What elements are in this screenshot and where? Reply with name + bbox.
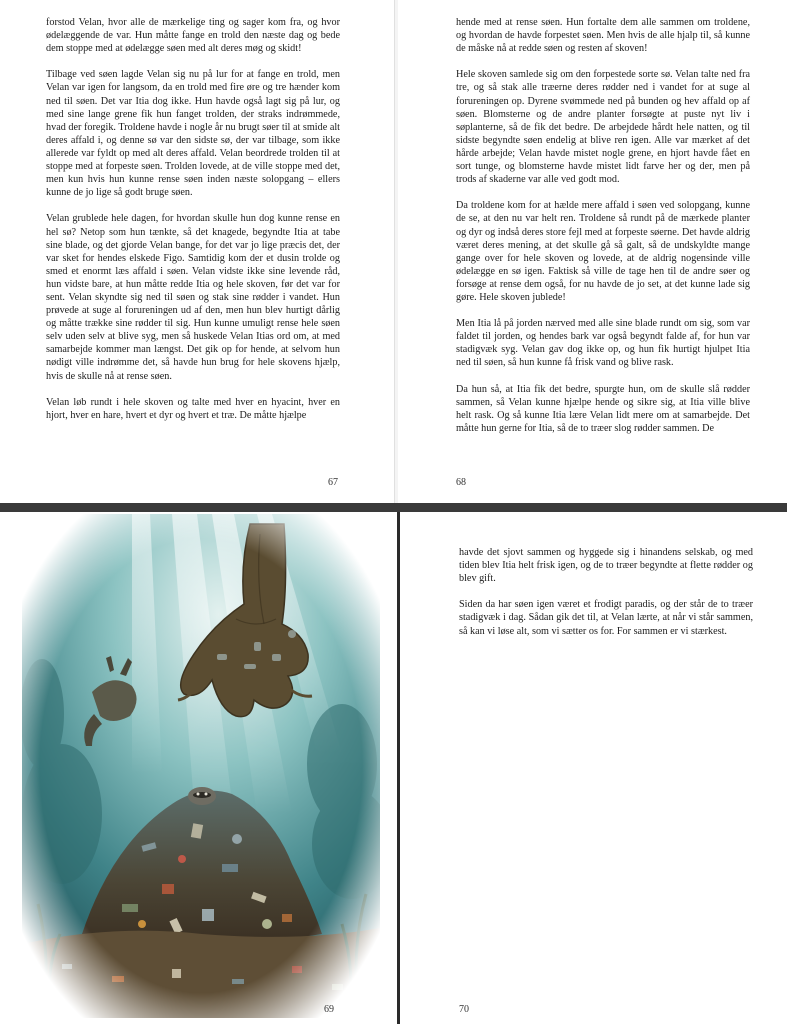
page-70 [401, 512, 787, 1024]
page-68-paragraph-3: Da troldene kom for at hælde mere affald i søen ved solopgang, kunne de se, at den nu var helt ren. Troldene så rundt på de mærkede planter og dyr og indså deres store fejl med at forpeste søerne. Det havde aldrig været deres mening, at det skulle gå så galt, så de undskyldte mange gange over for hele skoven og lovede, at de aldrig nogensinde ville ødelægge en sø igen. Faktisk så ville de tage hen til de andre søer og forsøge at rense dem også, for nu havde de jo set, at det kunne lade sig gøre. Hele skoven jublede! [456, 200, 750, 303]
page-number-68: 68 [456, 477, 466, 488]
page-68-paragraph-5: Da hun så, at Itia fik det bedre, spurgte hun, om de skulle slå rødder sammen, så Velan kunne hjælpe hende og sikre sig, at Itia ville blive helt rask. Og så kunne Itia lære Velan lidt mere om at samarbejde. Det måtte hun gerne for Itia, så de to træer slog rødder sammen. De [456, 383, 750, 434]
page-68-paragraph-1: hende med at rense søen. Hun fortalte dem alle sammen om troldene, og hvordan de havde forpestet søen. Men hvis de alle hjalp til, så kunne de måske nå at redde søen og resten af skoven! [456, 17, 750, 55]
page-70-text [459, 546, 753, 651]
page-number-67: 67 [328, 477, 338, 488]
page-67 [0, 0, 394, 503]
page-67-text [46, 16, 340, 435]
page-number-69: 69 [324, 1004, 334, 1015]
page-gutter-bottom [397, 512, 400, 1024]
spread-divider [0, 503, 787, 512]
page-69 [0, 512, 397, 1024]
page-68-text [456, 16, 750, 448]
page-67-paragraph-1: forstod Velan, hvor alle de mærkelige ting og sager kom fra, og hvor ødelæggende de var. Hun måtte fange en trold den næste dag og bede dem stoppe med at ødelægge søen med alt deres møg og skidt! [46, 17, 340, 55]
page-68 [398, 0, 787, 503]
page-70-paragraph-2: Siden da har søen igen været et frodigt paradis, og der står de to træer stadigvæk i dag. Sådan gik det til, at Velan lærte, at når vi står sammen, så kan vi løse alt, som vi sætter os for. For sammen er vi stærkest. [459, 599, 753, 637]
page-67-paragraph-2: Tilbage ved søen lagde Velan sig nu på lur for at fange en trold, men Velan var igen for langsom, da en trold med fire øre og tre hænder kom ned til søen. Det var Itia dog ikke. Hun havde også lagt sig på lur, og med sine lange grene fik hun fanget trolden, der straks indrømmede, hvad der foregik. Troldene havde i nogle år nu brugt søer til at smide alt deres affald i, og denne sø var den sidste sø, der var tilbage, som ikke allerede var fyldt op med alt deres affald. Velan beordrede trolden til at stoppe med at forpeste søen. Trolden lovede, at de ville stoppe med det, men kun hvis hun kunne rense søen inden næste solopgang – ellers kunne de jo lige så godt bruge søen. [46, 69, 340, 199]
page-number-70: 70 [459, 1004, 469, 1015]
underwater-illustration [22, 514, 380, 1018]
page-67-paragraph-4: Velan løb rundt i hele skoven og talte med hver en hyacint, hver en hjort, hver en hare, hvert et dyr og hvert et træ. De måtte hjælpe [46, 396, 340, 421]
vignette [22, 514, 380, 1018]
page-68-paragraph-4: Men Itia lå på jorden nærved med alle sine blade rundt om sig, som var faldet til jorden, og hendes bark var også begyndt falde af, for hun var stadigvæk syg. Velan gav dog ikke op, og hun fik hurtigt hjulpet Itia ned til søen, så hun kunne få frisk vand og blive rask. [456, 318, 750, 369]
page-68-paragraph-2: Hele skoven samlede sig om den forpestede sorte sø. Velan talte ned fra tre, og så stak alle træerne deres rødder ned i vandet for at suge al forureningen op. Dyrene svømmede ned på bunden og hev affald op af søen. Blomsterne og de andre planter forsøgte at puste nyt liv i søplanterne, så de fik det bedre. De arbejdede hårdt hele natten, og til sidste begyndte søen endelig at blive ren igen. Alle var mærket af det hårde arbejde; Velan havde mistet nogle grene, en hjort havde fået en sort tunge, og blomsterne havde mistet lidt farve her og der, men på trods af skaderne var alle ved godt mod. [456, 69, 750, 186]
page-70-paragraph-1: havde det sjovt sammen og hyggede sig i hinandens selskab, og med tiden blev Itia helt frisk igen, og de to træer begyndte at flette rødder og blev gift. [459, 547, 753, 585]
page-67-paragraph-3: Velan grublede hele dagen, for hvordan skulle hun dog kunne rense en hel sø? Netop som hun tænkte, så det knagede, begyndte Itia at tabe sine blade, og det gjorde Velan bange, for det var jo lige præcis det, der var sket for hendes elskede Figo. Samtidig kom der et dusin trolde og smed et enormt læs affald i søen. Velan vidste ikke sine levende råd, hun vidste bare, at hun måtte redde Itia og hele skoven, før det var for sent. Velan skyndte sig ned til søen og stak sine rødder i vandet. Hun prøvede at suge al forureningen ud af den, men hun blev hurtigt dårlig og måtte trække sine rødder til sig. Hun kunne umuligt rense hele søen selv uden selv at blive syg, men så huskede Velan Itias ord om, at med samarbejde kommer man længst. Det gik op for hende, at selvom hun nødigt ville indrømme det, så havde hun brug for hele skovens hjælp, hvis de skulle nå at rense søen. [46, 213, 340, 382]
